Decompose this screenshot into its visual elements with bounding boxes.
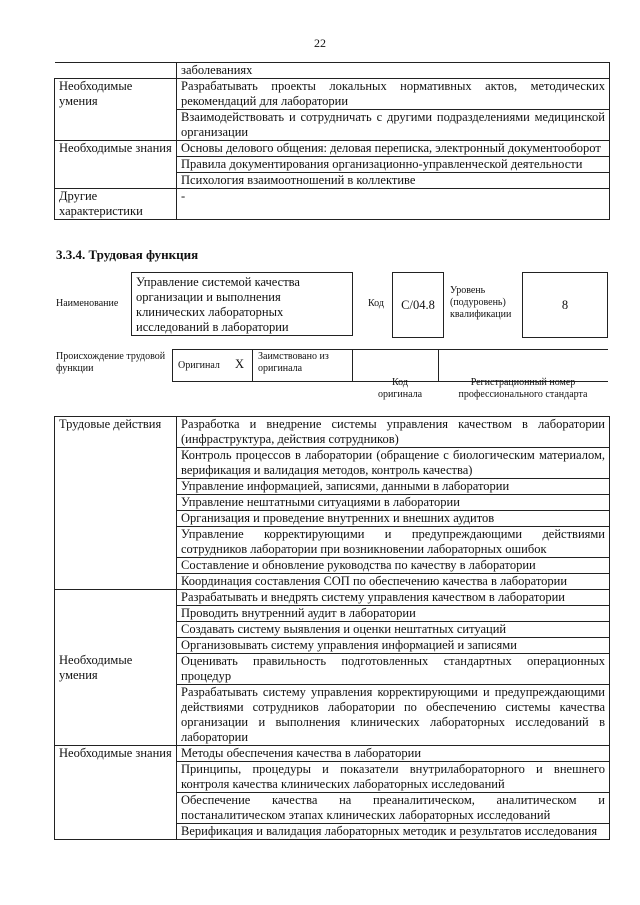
name-label: Наименование — [56, 298, 119, 309]
table-cell: Организовывать систему управления информацией и записями — [177, 638, 610, 654]
table-row — [55, 79, 610, 110]
table-row — [55, 417, 610, 448]
code-value-box — [392, 272, 444, 338]
code-caption: Код оригинала — [377, 377, 423, 400]
page-number: 22 — [314, 36, 326, 50]
table-row — [55, 590, 610, 606]
table-cell: заболеваниях — [177, 63, 610, 79]
table-cell: Основы делового общения: деловая переписка, электронный документооборот — [177, 141, 610, 157]
original-label: Оригинал — [178, 360, 220, 371]
level-value: 8 — [561, 297, 569, 312]
function-name-box — [131, 272, 353, 336]
row-label-skills-main: Необходимые умения — [55, 590, 177, 746]
table-cell: - — [177, 189, 610, 220]
table-cell: Разработка и внедрение системы управления качеством в лаборатории (инфраструктура, действия сотрудников) — [177, 417, 610, 448]
table-cell: Управление корректирующими и предупреждающими действиями сотрудников лаборатории при возникновении лабораторных ошибок — [177, 527, 610, 558]
table-cell: Оценивать правильность подготовленных стандартных операционных процедур — [177, 654, 610, 685]
original-mark: X — [235, 357, 245, 371]
origin-label: Происхождение трудовой функции — [56, 351, 166, 374]
table-cell: Контроль процессов в лаборатории (обращение с биологическим материалом, верификация и валидация методов, контроль качества) — [177, 448, 610, 479]
table-cell: Проводить внутренний аудит в лаборатории — [177, 606, 610, 622]
table-cell: Составление и обновление руководства по качеству в лаборатории — [177, 558, 610, 574]
table-cell: Обеспечение качества на преаналитическом, аналитическом и постаналитическом этапах клинических лабораторных исследований — [177, 793, 610, 824]
borrowed-label: Заимствовано из оригинала — [258, 351, 329, 374]
code-value: С/04.8 — [401, 297, 435, 312]
table-cell: Разрабатывать и внедрять систему управления качеством в лаборатории — [177, 590, 610, 606]
table-cell: Взаимодействовать и сотрудничать с другими подразделениями медицинской организации — [177, 110, 610, 141]
table-row — [55, 746, 610, 762]
table-cell: Разрабатывать проекты локальных нормативных актов, методических рекомендаций для лаборатории — [177, 79, 610, 110]
table-cell: Принципы, процедуры и показатели внутрилабораторного и внешнего контроля качества клинических лабораторных исследований — [177, 762, 610, 793]
level-label: Уровень (подуровень) квалификации — [450, 285, 512, 320]
table-cell: Управление информацией, записями, данными в лаборатории — [177, 479, 610, 495]
table-cell: Методы обеспечения качества в лаборатории — [177, 746, 610, 762]
table-row — [55, 63, 610, 79]
function-name-value: Управление системой качества организации и выполнения клинических лабораторных исследований в лаборатории — [136, 275, 300, 334]
code-label: Код — [368, 298, 384, 309]
row-label-knowledge-main: Необходимые знания — [55, 746, 177, 840]
table-cell: Психология взаимоотношений в коллективе — [177, 173, 610, 189]
level-value-box — [522, 272, 608, 338]
row-label-other: Другие характеристики — [55, 189, 177, 220]
row-label-skills: Необходимые умения — [55, 79, 177, 141]
table-cell: Разрабатывать систему управления корректирующими и предупреждающими действиями сотрудников лаборатории по обеспечению системы качества организации и выполнения клинических лабораторных исследований в лаборатории — [177, 685, 610, 746]
reg-caption: Регистрационный номер профессионального стандарта — [458, 377, 588, 400]
table-cell: Правила документирования организационно-управленческой деятельности — [177, 157, 610, 173]
top-requirements-table — [54, 62, 610, 220]
row-label-actions: Трудовые действия — [55, 417, 177, 590]
table-cell: Координация составления СОП по обеспечению качества в лаборатории — [177, 574, 610, 590]
table-cell: Организация и проведение внутренних и внешних аудитов — [177, 511, 610, 527]
main-function-table — [54, 416, 610, 840]
table-cell: Управление нештатными ситуациями в лаборатории — [177, 495, 610, 511]
table-row — [55, 189, 610, 220]
table-cell: Создавать систему выявления и оценки нештатных ситуаций — [177, 622, 610, 638]
table-cell: Верификация и валидация лабораторных методик и результатов исследования — [177, 824, 610, 840]
table-row — [55, 141, 610, 157]
row-label-knowledge: Необходимые знания — [55, 141, 177, 189]
section-title: 3.3.4. Трудовая функция — [56, 247, 199, 262]
